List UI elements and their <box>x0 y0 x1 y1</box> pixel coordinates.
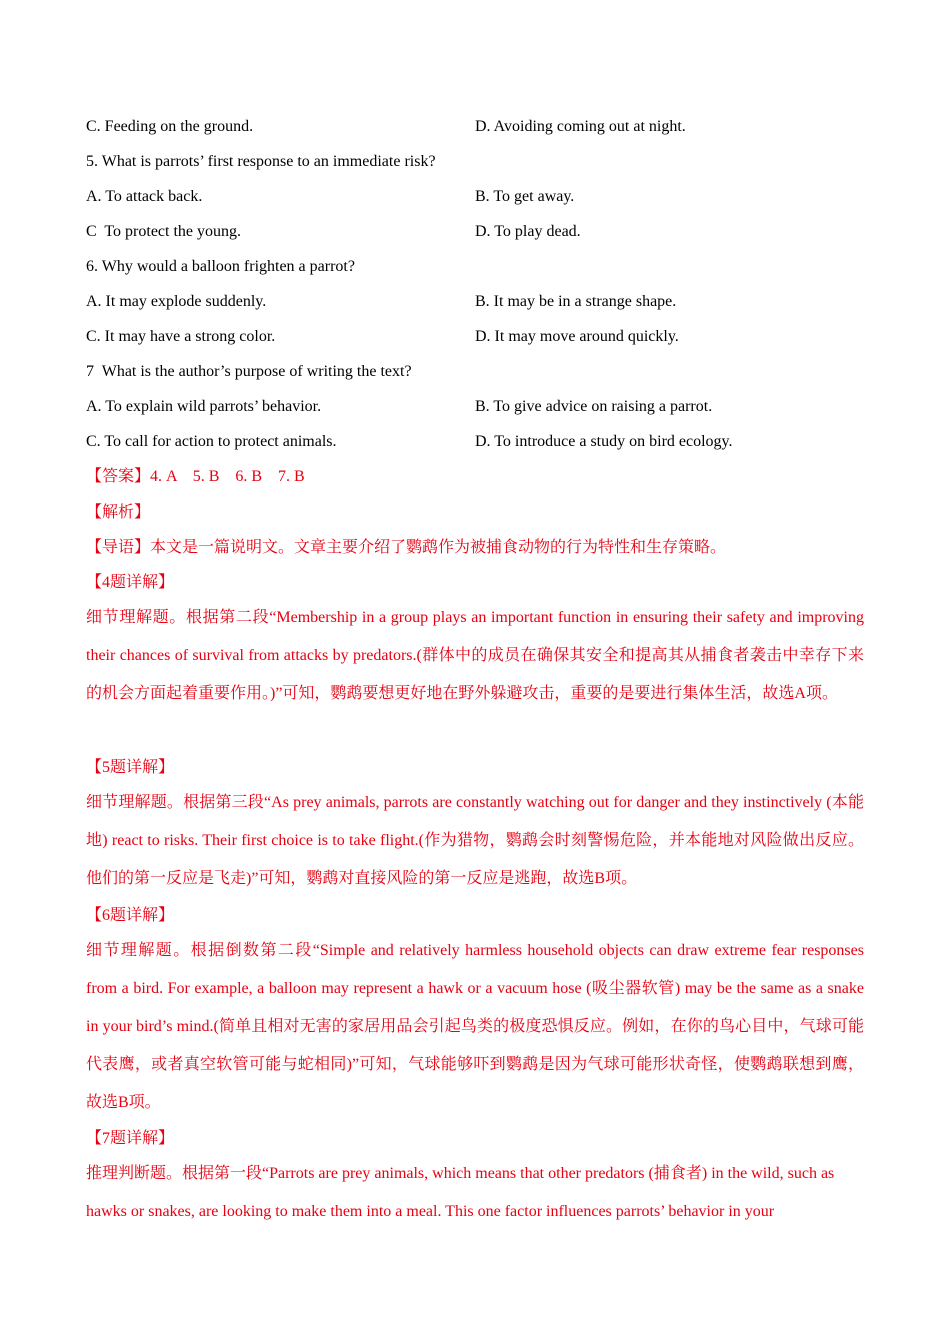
q5-option-a: A. To attack back. <box>86 188 203 205</box>
q7-stem: 7 What is the author’s purpose of writing the text? <box>86 363 412 380</box>
answer-tag: 【答案】 <box>86 468 151 485</box>
detail7-tag: 【7题详解】 <box>86 1130 175 1147</box>
detail7-text: 推理判断题。根据第一段“Parrots are prey animals, which means that other predators (捕食者) in the wild, such as hawks or snakes, are looking to make them into a meal. This one factor influences parrots’ behavior in your <box>86 1165 835 1220</box>
answer-value: 4. A 5. B 6. B 7. B <box>150 468 305 485</box>
intro-line <box>86 538 726 558</box>
intro-tag: 【导语】 <box>86 539 151 556</box>
intro-text: 本文是一篇说明文。文章主要介绍了鹦鹉作为被捕食动物的行为特性和生存策略。 <box>150 539 727 556</box>
q5-option-b: B. To get away. <box>475 188 575 205</box>
q6-option-d: D. It may move around quickly. <box>475 328 679 345</box>
detail6-text: 细节理解题。根据倒数第二段“Simple and relatively harmless household objects can draw extreme fear responses from a bird. For example, a balloon may represent a hawk or a vacuum hose (吸尘器软管) may be the same as a snake in your bird’s mind.(简单且相对无害的家居用品会引起鸟类的极度恐惧反应。例如，在你的鸟心目中，气球可能代表鹰，或者真空软管可能与蛇相同)”可知，气球能够吓到鹦鹉是因为气球可能形状奇怪，使鹦鹉联想到鹰，故选B项。 <box>86 942 864 1111</box>
analysis-tag: 【解析】 <box>86 504 151 521</box>
q5-stem: 5. What is parrots’ first response to an immediate risk? <box>86 153 436 170</box>
q6-option-b: B. It may be in a strange shape. <box>475 293 677 310</box>
q4-option-c: C. Feeding on the ground. <box>86 118 254 135</box>
detail4-text: 细节理解题。根据第二段“Membership in a group plays an important function in ensuring their safety and improving their chances of survival from attacks by predators.(群体中的成员在确保其安全和提高其从捕食者袭击中幸存下来的机会方面起着重要作用。)”可知，鹦鹉要想更好地在野外躲避攻击，重要的是要进行集体生活，故选A项。 <box>86 609 864 702</box>
q6-stem: 6. Why would a balloon frighten a parrot? <box>86 258 355 275</box>
q5-option-c: C To protect the young. <box>86 223 242 240</box>
answer-line <box>86 467 305 487</box>
q6-option-a: A. It may explode suddenly. <box>86 293 267 310</box>
q4-option-d: D. Avoiding coming out at night. <box>475 118 686 135</box>
q7-option-b: B. To give advice on raising a parrot. <box>475 398 713 415</box>
q7-option-a: A. To explain wild parrots’ behavior. <box>86 398 322 415</box>
q7-option-d: D. To introduce a study on bird ecology. <box>475 433 733 450</box>
q5-option-d: D. To play dead. <box>475 223 581 240</box>
detail5-tag: 【5题详解】 <box>86 759 175 776</box>
detail6-tag: 【6题详解】 <box>86 907 175 924</box>
detail5-text: 细节理解题。根据第三段“As prey animals, parrots are constantly watching out for danger and they instinctively (本能地) react to risks. Their first choice is to take flight.(作为猎物，鹦鹉会时刻警惕危险，并本能地对风险做出反应。他们的第一反应是飞走)”可知，鹦鹉对直接风险的第一反应是逃跑，故选B项。 <box>86 794 864 887</box>
detail4-tag: 【4题详解】 <box>86 574 175 591</box>
q7-option-c: C. To call for action to protect animals. <box>86 433 337 450</box>
q6-option-c: C. It may have a strong color. <box>86 328 276 345</box>
